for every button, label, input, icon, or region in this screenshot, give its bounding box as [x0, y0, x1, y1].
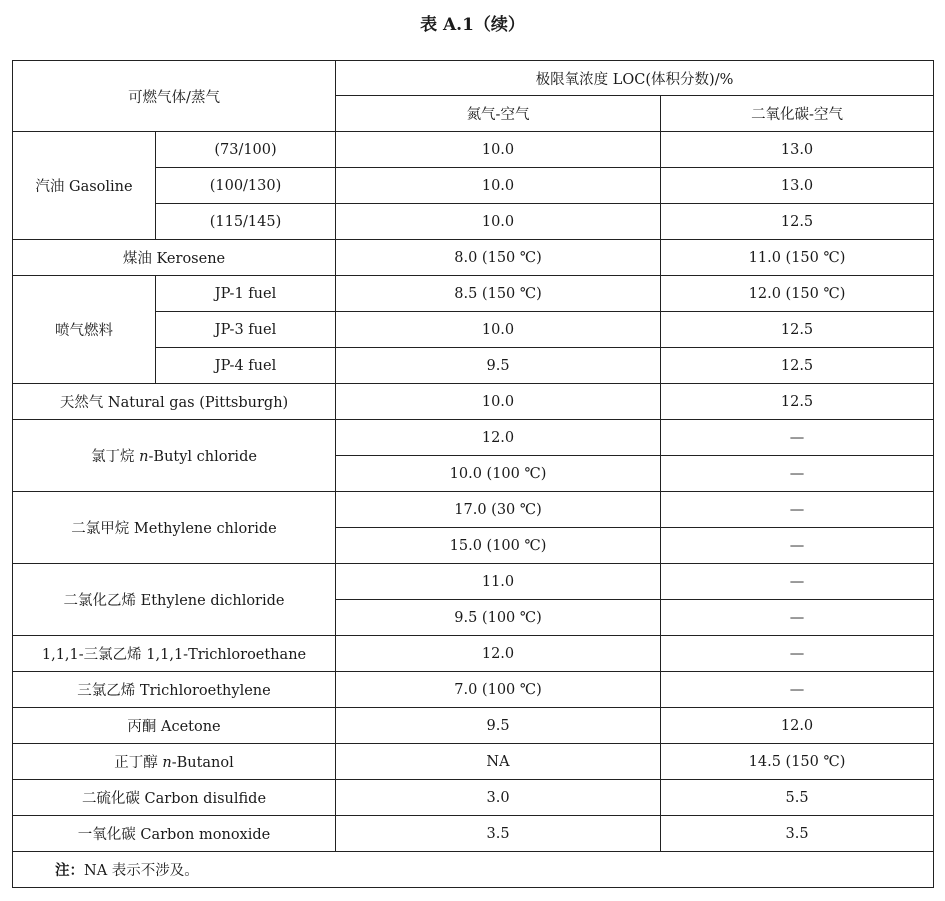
table-row: [13, 132, 934, 168]
sub-label: (73/100): [156, 132, 336, 168]
n2-value: 15.0 (100 ℃): [336, 528, 661, 564]
gas-name: [13, 744, 336, 780]
co2-value: —: [661, 564, 934, 600]
gas-name: 二硫化碳 Carbon disulfide: [13, 780, 336, 816]
co2-value: 11.0 (150 ℃): [661, 240, 934, 276]
co2-value: 12.5: [661, 204, 934, 240]
italic-n: n: [162, 755, 172, 771]
co2-value: 12.0: [661, 708, 934, 744]
table-row: [13, 636, 934, 672]
table-row: [13, 240, 934, 276]
note-label: 注：: [55, 862, 84, 879]
table-row: [13, 672, 934, 708]
n2-value: 3.5: [336, 816, 661, 852]
co2-value: —: [661, 528, 934, 564]
header-co2-air: 二氧化碳-空气: [661, 96, 934, 132]
italic-n: n: [139, 449, 149, 465]
note-row: [13, 852, 934, 888]
co2-value: 12.5: [661, 348, 934, 384]
co2-value: 12.5: [661, 312, 934, 348]
group-jet-fuel: 喷气燃料: [13, 276, 156, 384]
gas-name-cn: 正丁醇: [114, 755, 163, 771]
n2-value: NA: [336, 744, 661, 780]
co2-value: 13.0: [661, 132, 934, 168]
loc-table: [12, 60, 934, 888]
gas-name: 二氯甲烷 Methylene chloride: [13, 492, 336, 564]
table-row: [13, 816, 934, 852]
n2-value: 9.5: [336, 348, 661, 384]
table-row: [13, 564, 934, 600]
sub-label: (100/130): [156, 168, 336, 204]
gas-name: [13, 420, 336, 492]
sub-label: JP-3 fuel: [156, 312, 336, 348]
header-gas: 可燃气体/蒸气: [13, 61, 336, 132]
co2-value: —: [661, 672, 934, 708]
sub-label: JP-1 fuel: [156, 276, 336, 312]
table-row: [13, 384, 934, 420]
gas-name-cn: 氯丁烷: [91, 449, 140, 465]
gas-name: 一氧化碳 Carbon monoxide: [13, 816, 336, 852]
co2-value: —: [661, 420, 934, 456]
n2-value: 12.0: [336, 420, 661, 456]
co2-value: 13.0: [661, 168, 934, 204]
gas-name-en: -Butyl chloride: [148, 449, 257, 465]
gas-name: 二氯化乙烯 Ethylene dichloride: [13, 564, 336, 636]
n2-value: 10.0: [336, 132, 661, 168]
co2-value: —: [661, 456, 934, 492]
table-row: [13, 708, 934, 744]
table-row: [13, 780, 934, 816]
n2-value: 7.0 (100 ℃): [336, 672, 661, 708]
table-caption: 表 A.1（续）: [420, 15, 525, 35]
n2-value: 17.0 (30 ℃): [336, 492, 661, 528]
n2-value: 9.5 (100 ℃): [336, 600, 661, 636]
gas-name: 煤油 Kerosene: [13, 240, 336, 276]
group-gasoline: 汽油 Gasoline: [13, 132, 156, 240]
n2-value: 10.0 (100 ℃): [336, 456, 661, 492]
co2-value: 3.5: [661, 816, 934, 852]
n2-value: 11.0: [336, 564, 661, 600]
table-row: [13, 420, 934, 456]
table-row: [13, 492, 934, 528]
n2-value: 8.5 (150 ℃): [336, 276, 661, 312]
table-row: [13, 276, 934, 312]
co2-value: 14.5 (150 ℃): [661, 744, 934, 780]
sub-label: JP-4 fuel: [156, 348, 336, 384]
co2-value: —: [661, 636, 934, 672]
co2-value: 5.5: [661, 780, 934, 816]
header-n2-air: 氮气-空气: [336, 96, 661, 132]
gas-name-en: -Butanol: [171, 755, 234, 771]
n2-value: 8.0 (150 ℃): [336, 240, 661, 276]
note-text: NA 表示不涉及。: [84, 863, 199, 879]
n2-value: 10.0: [336, 168, 661, 204]
co2-value: 12.0 (150 ℃): [661, 276, 934, 312]
gas-name: 丙酮 Acetone: [13, 708, 336, 744]
n2-value: 10.0: [336, 204, 661, 240]
n2-value: 12.0: [336, 636, 661, 672]
sub-label: (115/145): [156, 204, 336, 240]
header-row-1: [13, 61, 934, 96]
co2-value: 12.5: [661, 384, 934, 420]
header-loc: 极限氧浓度 LOC(体积分数)/%: [336, 61, 934, 96]
gas-name: 天然气 Natural gas (Pittsburgh): [13, 384, 336, 420]
n2-value: 9.5: [336, 708, 661, 744]
co2-value: —: [661, 492, 934, 528]
gas-name: 三氯乙烯 Trichloroethylene: [13, 672, 336, 708]
n2-value: 3.0: [336, 780, 661, 816]
co2-value: —: [661, 600, 934, 636]
n2-value: 10.0: [336, 312, 661, 348]
table-row: [13, 744, 934, 780]
table-note: [13, 852, 934, 888]
gas-name: 1,1,1-三氯乙烯 1,1,1-Trichloroethane: [13, 636, 336, 672]
n2-value: 10.0: [336, 384, 661, 420]
